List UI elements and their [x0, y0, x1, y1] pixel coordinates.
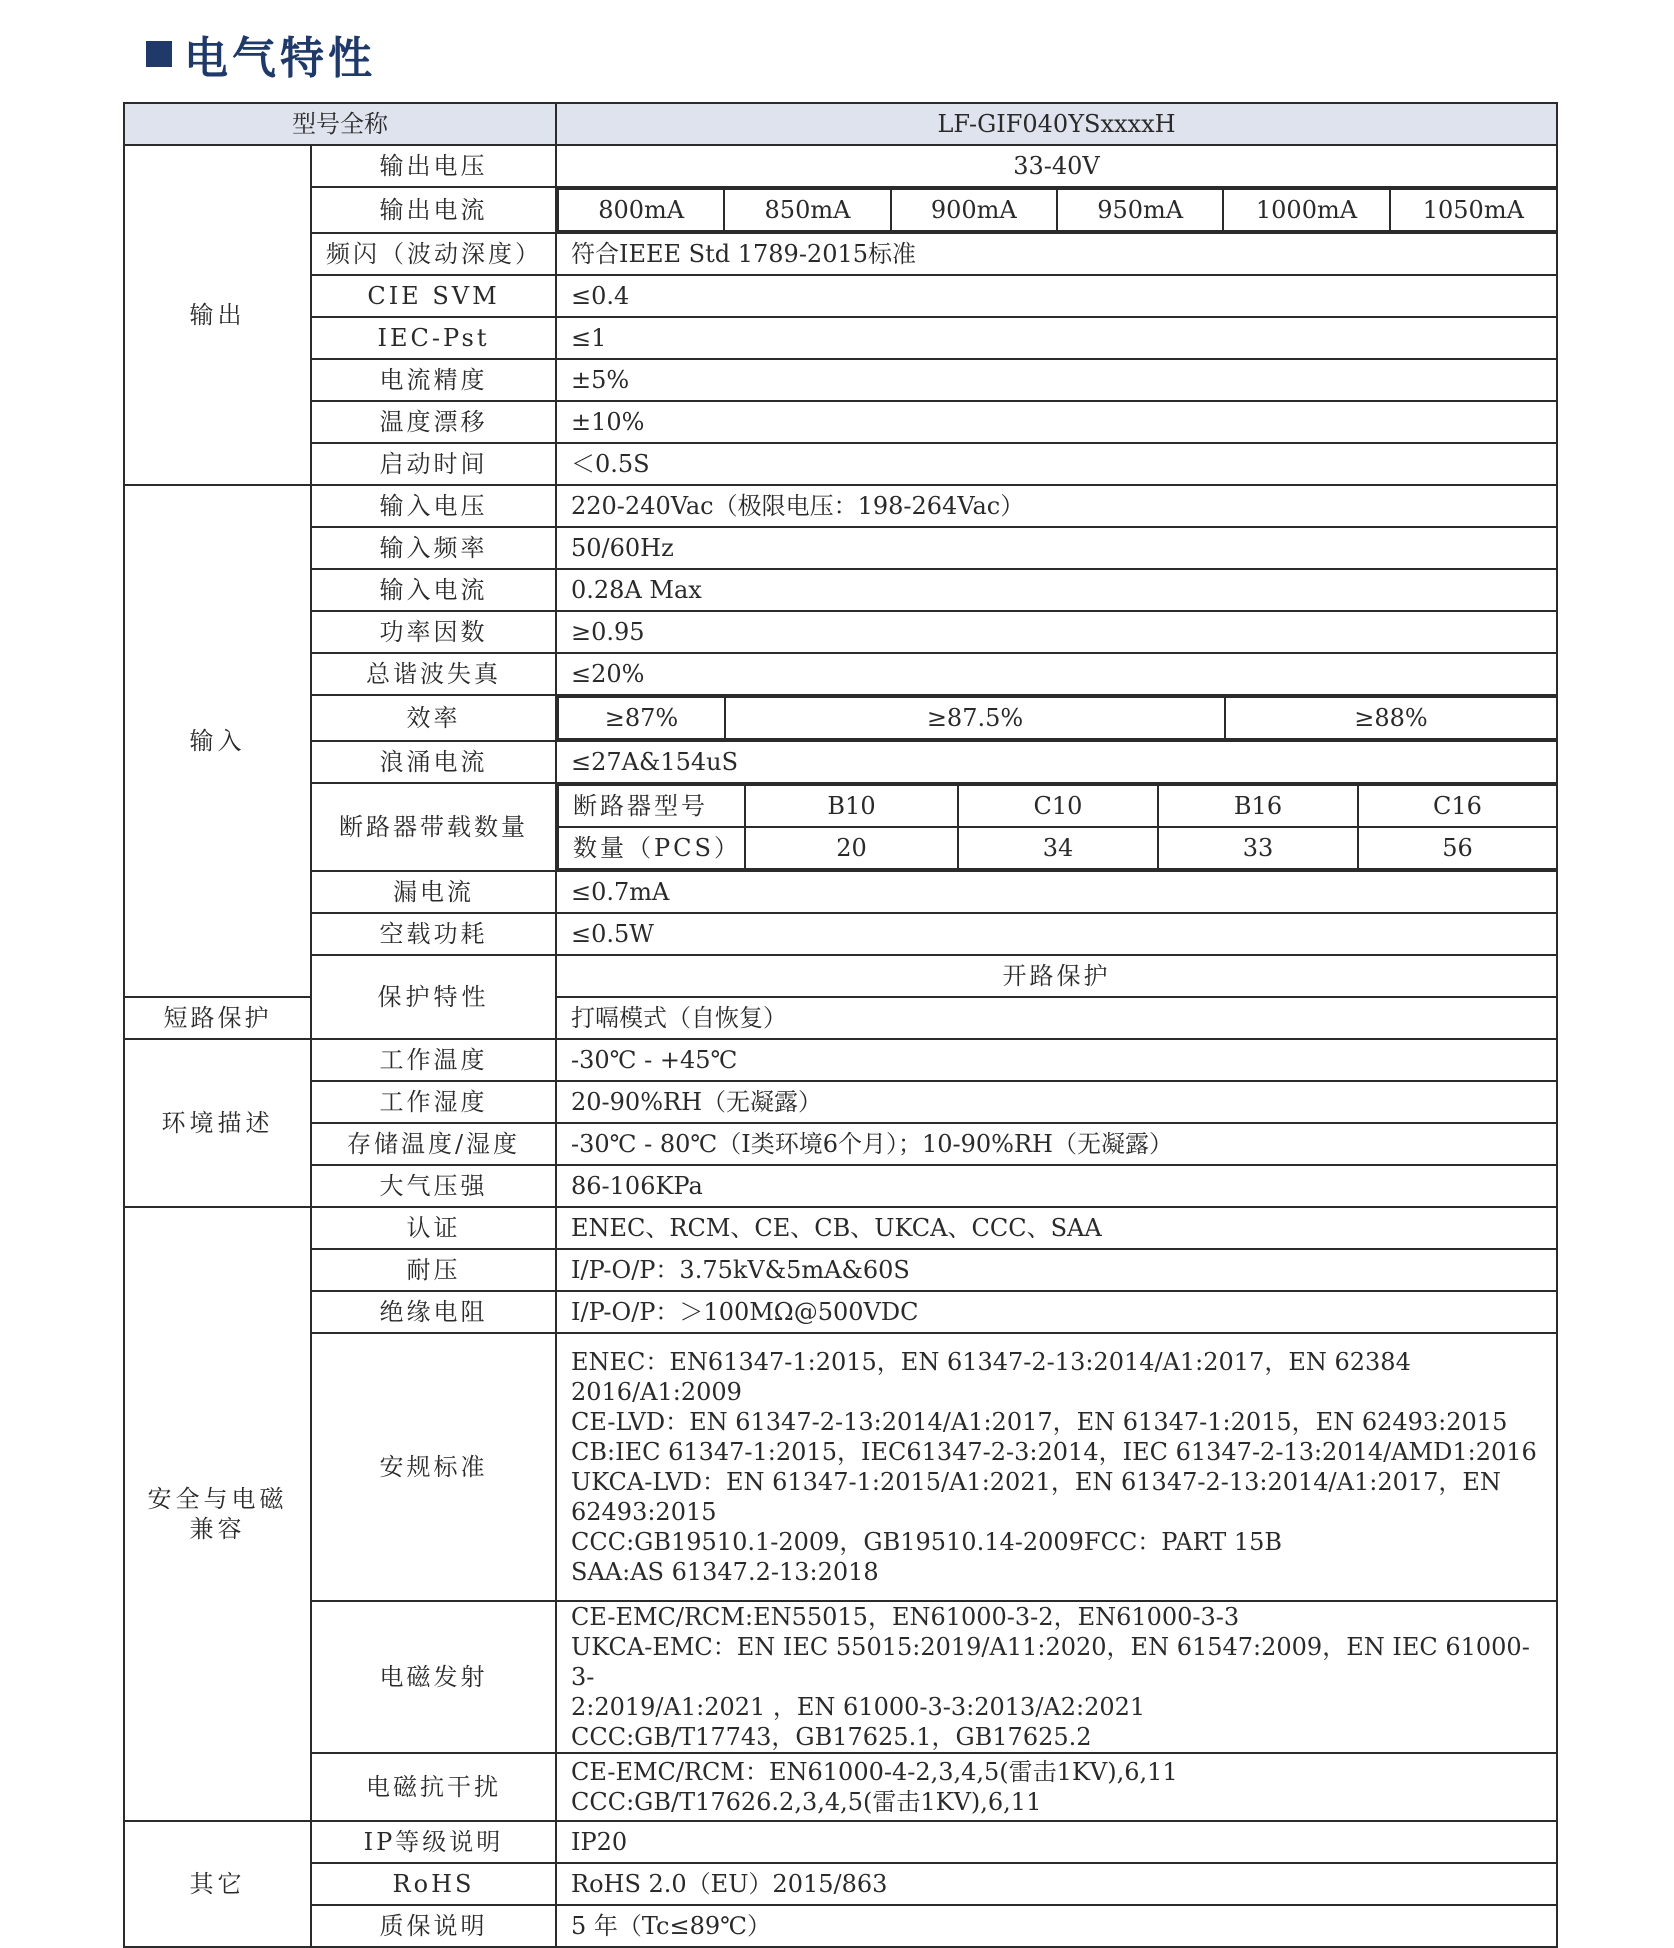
output-current-cells: [556, 187, 1557, 233]
table-row: [124, 359, 1557, 401]
current-option: 850mA: [724, 189, 890, 231]
standard-line: CCC:GB19510.1-2009，GB19510.14-2009FCC：PART 15B: [571, 1528, 1283, 1556]
current-option: 950mA: [1057, 189, 1223, 231]
row-label: 大气压强: [311, 1165, 556, 1207]
table-row: [124, 1601, 1557, 1753]
emission-line: CE-EMC/RCM:EN55015，EN61000-3-2，EN61000-3-3: [571, 1603, 1240, 1631]
current-option: 1050mA: [1390, 189, 1556, 231]
row-label: 认证: [311, 1207, 556, 1249]
table-row: [124, 275, 1557, 317]
row-label: 浪涌电流: [311, 741, 556, 783]
row-label: 效率: [311, 695, 556, 741]
current-option: 900mA: [891, 189, 1057, 231]
category-environment: 环境描述: [124, 1039, 311, 1207]
row-label: 温度漂移: [311, 401, 556, 443]
row-label: 工作温度: [311, 1039, 556, 1081]
breaker-type-label: 断路器型号: [558, 785, 745, 827]
table-row: [124, 145, 1557, 187]
row-label: 绝缘电阻: [311, 1291, 556, 1333]
table-row: [124, 1039, 1557, 1081]
row-value: ±5%: [556, 359, 1557, 401]
category-output: 输出: [124, 145, 311, 485]
table-row: [124, 1165, 1557, 1207]
table-row: [124, 1905, 1557, 1947]
table-row: [124, 1249, 1557, 1291]
row-value: ≤20%: [556, 653, 1557, 695]
standard-line: CE-LVD：EN 61347-2-13:2014/A1:2017，EN 61347-1:2015，EN 62493:2015: [571, 1408, 1508, 1436]
table-row: [124, 611, 1557, 653]
efficiency-cells: [556, 695, 1557, 741]
section-heading: [146, 28, 376, 84]
category-other: 其它: [124, 1821, 311, 1947]
row-label: RoHS: [311, 1863, 556, 1905]
row-value: 20-90%RH（无凝露）: [556, 1081, 1557, 1123]
emission-line: UKCA-EMC：EN IEC 55015:2019/A11:2020，EN 61547:2009，EN IEC 61000-3-: [571, 1633, 1530, 1691]
table-row: [124, 695, 1557, 741]
table-row: [124, 1333, 1557, 1601]
model-name-label: 型号全称: [124, 103, 556, 145]
emc-emission: [556, 1601, 1557, 1753]
row-label: 短路保护: [124, 997, 311, 1039]
row-label: IP等级说明: [311, 1821, 556, 1863]
table-row: [124, 871, 1557, 913]
table-row: [124, 233, 1557, 275]
row-label: 总谐波失真: [311, 653, 556, 695]
row-label: 断路器带载数量: [311, 783, 556, 871]
category-input: 输入: [124, 485, 311, 997]
row-value: 5 年（Tc≤89℃）: [556, 1905, 1557, 1947]
breaker-qty: 34: [958, 827, 1158, 869]
emission-line: 2:2019/A1:2021 ，EN 61000-3-3:2013/A2:2021: [571, 1693, 1146, 1721]
table-row: [124, 783, 1557, 871]
row-label: 电磁发射: [311, 1601, 556, 1753]
square-bullet-icon: [146, 41, 172, 67]
row-value: 33-40V: [556, 145, 1557, 187]
current-option: 1000mA: [1223, 189, 1389, 231]
current-option: 800mA: [558, 189, 724, 231]
row-label: 质保说明: [311, 1905, 556, 1947]
row-value: 0.28A Max: [556, 569, 1557, 611]
safety-standards: [556, 1333, 1557, 1601]
table-row: [124, 485, 1557, 527]
row-value: ≤0.4: [556, 275, 1557, 317]
emc-immunity: [556, 1753, 1557, 1821]
table-row: [124, 527, 1557, 569]
row-label: 功率因数: [311, 611, 556, 653]
standard-line: ENEC：EN61347-1:2015，EN 61347-2-13:2014/A1:2017，EN 62384: [571, 1348, 1411, 1376]
row-value: 220-240Vac（极限电压：198-264Vac）: [556, 485, 1557, 527]
row-label: 工作湿度: [311, 1081, 556, 1123]
row-label: 输入电流: [311, 569, 556, 611]
breaker-qty: 33: [1158, 827, 1358, 869]
row-label: 空载功耗: [311, 913, 556, 955]
row-label: 输入频率: [311, 527, 556, 569]
row-value: ±10%: [556, 401, 1557, 443]
breaker-subtable: [556, 783, 1557, 871]
row-label: 开路保护: [556, 955, 1557, 997]
table-row: [124, 653, 1557, 695]
row-value: 符合IEEE Std 1789-2015标准: [556, 233, 1557, 275]
category-safety: 安全与电磁兼容: [124, 1207, 311, 1821]
emission-line: CCC:GB/T17743，GB17625.1，GB17625.2: [571, 1723, 1092, 1751]
table-header-row: [124, 103, 1557, 145]
row-value: ≤1: [556, 317, 1557, 359]
row-value: 打嗝模式（自恢复）: [556, 997, 1557, 1039]
efficiency-value: ≥88%: [1225, 697, 1556, 739]
row-value: ≤0.7mA: [556, 871, 1557, 913]
row-value: ≥0.95: [556, 611, 1557, 653]
standard-line: SAA:AS 61347.2-13:2018: [571, 1558, 879, 1586]
table-row: [124, 317, 1557, 359]
row-value: 50/60Hz: [556, 527, 1557, 569]
row-label: 耐压: [311, 1249, 556, 1291]
row-label: 安规标准: [311, 1333, 556, 1601]
row-label: 电磁抗干扰: [311, 1753, 556, 1821]
immunity-line: CE-EMC/RCM：EN61000-4-2,3,4,5(雷击1KV),6,11: [571, 1758, 1178, 1786]
breaker-type: C16: [1358, 785, 1556, 827]
breaker-type: C10: [958, 785, 1158, 827]
standard-line: UKCA-LVD：EN 61347-1:2015/A1:2021，EN 61347-2-13:2014/A1:2017，EN: [571, 1468, 1501, 1496]
row-label: 漏电流: [311, 871, 556, 913]
table-row: [124, 187, 1557, 233]
row-label: 频闪（波动深度）: [311, 233, 556, 275]
breaker-qty-label: 数量（PCS）: [558, 827, 745, 869]
row-label: 启动时间: [311, 443, 556, 485]
row-label: 输出电流: [311, 187, 556, 233]
efficiency-value: ≥87%: [558, 697, 725, 739]
row-value: ＜0.5S: [556, 443, 1557, 485]
row-value: IP20: [556, 1821, 1557, 1863]
breaker-type: B10: [745, 785, 958, 827]
row-value: 86-106KPa: [556, 1165, 1557, 1207]
table-row: [124, 1081, 1557, 1123]
breaker-qty: 20: [745, 827, 958, 869]
section-title: 电气特性: [184, 33, 376, 84]
table-row: [124, 1821, 1557, 1863]
efficiency-value: ≥87.5%: [725, 697, 1225, 739]
breaker-type: B16: [1158, 785, 1358, 827]
table-row: [124, 1753, 1557, 1821]
row-value: -30℃ - +45℃: [556, 1039, 1557, 1081]
row-value: ENEC、RCM、CE、CB、UKCA、CCC、SAA: [556, 1207, 1557, 1249]
table-row: [124, 955, 1557, 997]
table-row: [124, 443, 1557, 485]
model-name-value: LF-GIF040YSxxxxH: [556, 103, 1557, 145]
table-row: [124, 741, 1557, 783]
table-row: [124, 1207, 1557, 1249]
row-value: -30℃ - 80℃（Ⅰ类环境6个月）；10-90%RH（无凝露）: [556, 1123, 1557, 1165]
table-row: [124, 1291, 1557, 1333]
table-row: [124, 569, 1557, 611]
category-protection: 保护特性: [311, 955, 556, 1039]
standard-line: 2016/A1:2009: [571, 1378, 742, 1406]
standard-line: 62493:2015: [571, 1498, 717, 1526]
row-label: 输入电压: [311, 485, 556, 527]
row-value: I/P-O/P：＞100MΩ@500VDC: [556, 1291, 1557, 1333]
standard-line: CB:IEC 61347-1:2015，IEC61347-2-3:2014，IEC 61347-2-13:2014/AMD1:2016: [571, 1438, 1537, 1466]
table-row: [124, 913, 1557, 955]
row-label: 存储温度/湿度: [311, 1123, 556, 1165]
row-label: 输出电压: [311, 145, 556, 187]
table-row: [124, 1123, 1557, 1165]
row-label: 电流精度: [311, 359, 556, 401]
row-label: CIE SVM: [311, 275, 556, 317]
immunity-line: CCC:GB/T17626.2,3,4,5(雷击1KV),6,11: [571, 1788, 1042, 1816]
row-label: IEC-Pst: [311, 317, 556, 359]
row-value: ≤0.5W: [556, 913, 1557, 955]
table-row: [124, 1863, 1557, 1905]
row-value: ≤27A&154uS: [556, 741, 1557, 783]
breaker-qty: 56: [1358, 827, 1556, 869]
row-value: RoHS 2.0（EU）2015/863: [556, 1863, 1557, 1905]
table-row: [124, 401, 1557, 443]
electrical-spec-table: [123, 102, 1558, 1948]
row-value: I/P-O/P：3.75kV&5mA&60S: [556, 1249, 1557, 1291]
